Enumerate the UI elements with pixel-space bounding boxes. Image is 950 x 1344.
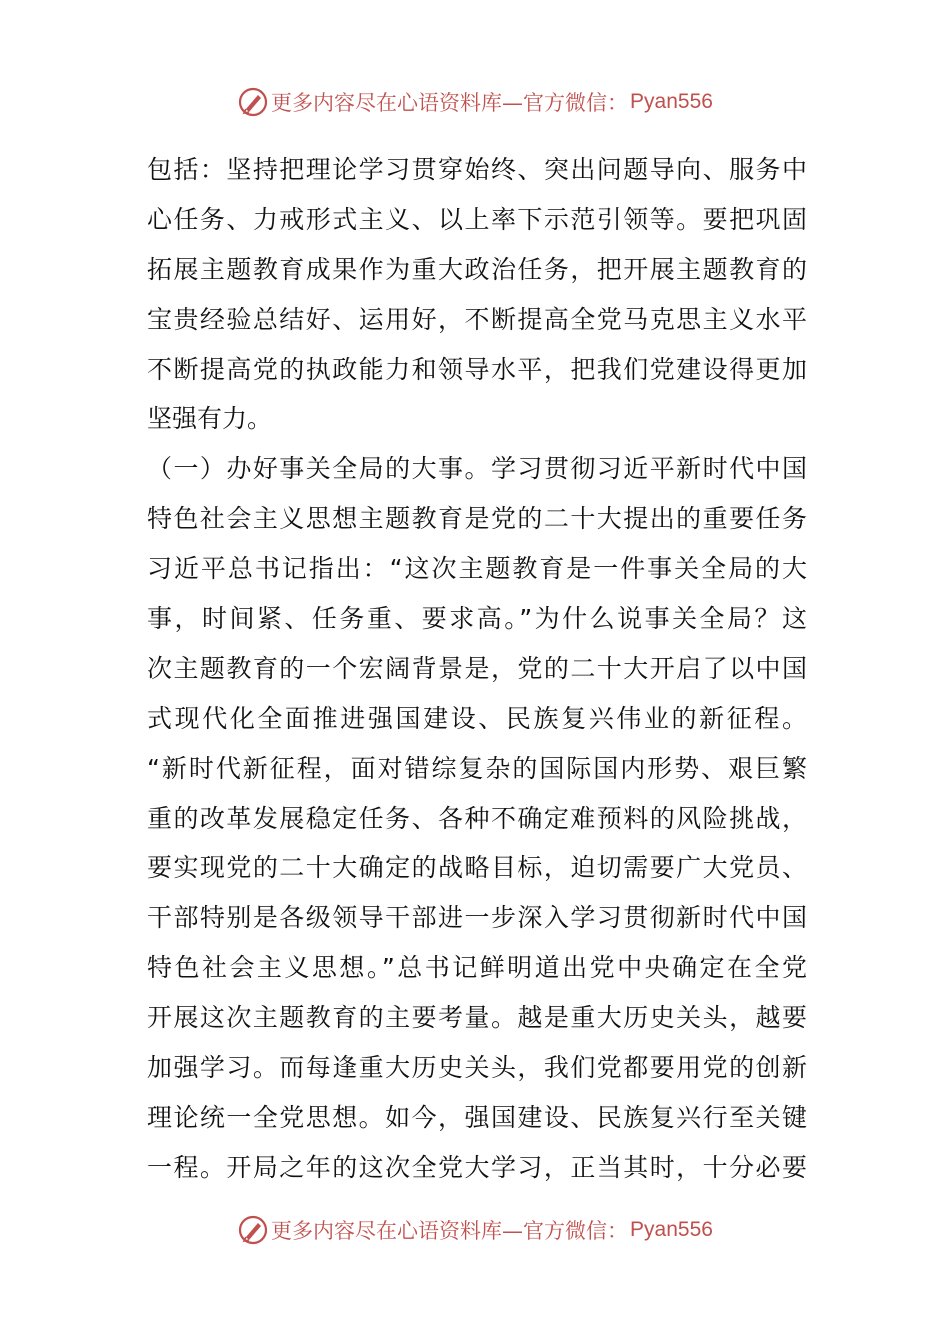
header-watermark-text: 更多内容尽在心语资料库—官方微信： [271, 91, 629, 115]
body-line: 事，时间紧、任务重、要求高。”为什么说事关全局？这 [147, 604, 807, 634]
body-line: 加强学习。而每逢重大历史关头，我们党都要用党的创新 [147, 1053, 807, 1083]
body-line: 要实现党的二十大确定的战略目标，迫切需要广大党员、 [147, 853, 807, 883]
document-body [147, 145, 807, 1193]
body-line: 不断提高党的执政能力和领导水平，把我们党建设得更加 [147, 354, 807, 384]
footer-watermark [0, 1210, 950, 1250]
body-line: 宝贵经验总结好、运用好，不断提高全党马克思主义水平 [147, 304, 807, 334]
body-line: 包括：坚持把理论学习贯穿始终、突出问题导向、服务中 [147, 155, 807, 184]
footer-watermark-text: 更多内容尽在心语资料库—官方微信： [271, 1219, 629, 1243]
pen-logo-icon [237, 1214, 269, 1246]
body-line: （一）办好事关全局的大事。学习贯彻习近平新时代中国 [147, 454, 807, 484]
pen-logo-icon [237, 86, 269, 118]
body-line: 式现代化全面推进强国建设、民族复兴伟业的新征程。 [147, 703, 807, 733]
body-line: 理论统一全党思想。如今，强国建设、民族复兴行至关键 [147, 1102, 807, 1132]
body-line: 特色社会主义思想。”总书记鲜明道出党中央确定在全党 [147, 953, 807, 983]
header-watermark-id: Pyan556 [630, 90, 713, 113]
header-watermark [0, 82, 950, 122]
body-line: 干部特别是各级领导干部进一步深入学习贯彻新时代中国 [147, 903, 807, 933]
footer-watermark-id: Pyan556 [630, 1218, 713, 1241]
body-line: “新时代新征程，面对错综复杂的国际国内形势、艰巨繁 [147, 753, 807, 783]
body-line: 心任务、力戒形式主义、以上率下示范引领等。要把巩固 [147, 204, 807, 234]
body-line: 重的改革发展稳定任务、各种不确定难预料的风险挑战， [147, 803, 807, 833]
body-line: 拓展主题教育成果作为重大政治任务，把开展主题教育的 [147, 254, 807, 284]
body-line: 习近平总书记指出：“这次主题教育是一件事关全局的大 [147, 554, 807, 584]
body-line: 开展这次主题教育的主要考量。越是重大历史关头，越要 [147, 1003, 807, 1033]
body-line: 次主题教育的一个宏阔背景是，党的二十大开启了以中国 [147, 653, 807, 683]
body-line: 坚强有力。 [147, 404, 273, 434]
body-line: 特色社会主义思想主题教育是党的二十大提出的重要任务 [147, 504, 807, 534]
body-line: 一程。开局之年的这次全党大学习，正当其时，十分必要 [147, 1152, 807, 1182]
